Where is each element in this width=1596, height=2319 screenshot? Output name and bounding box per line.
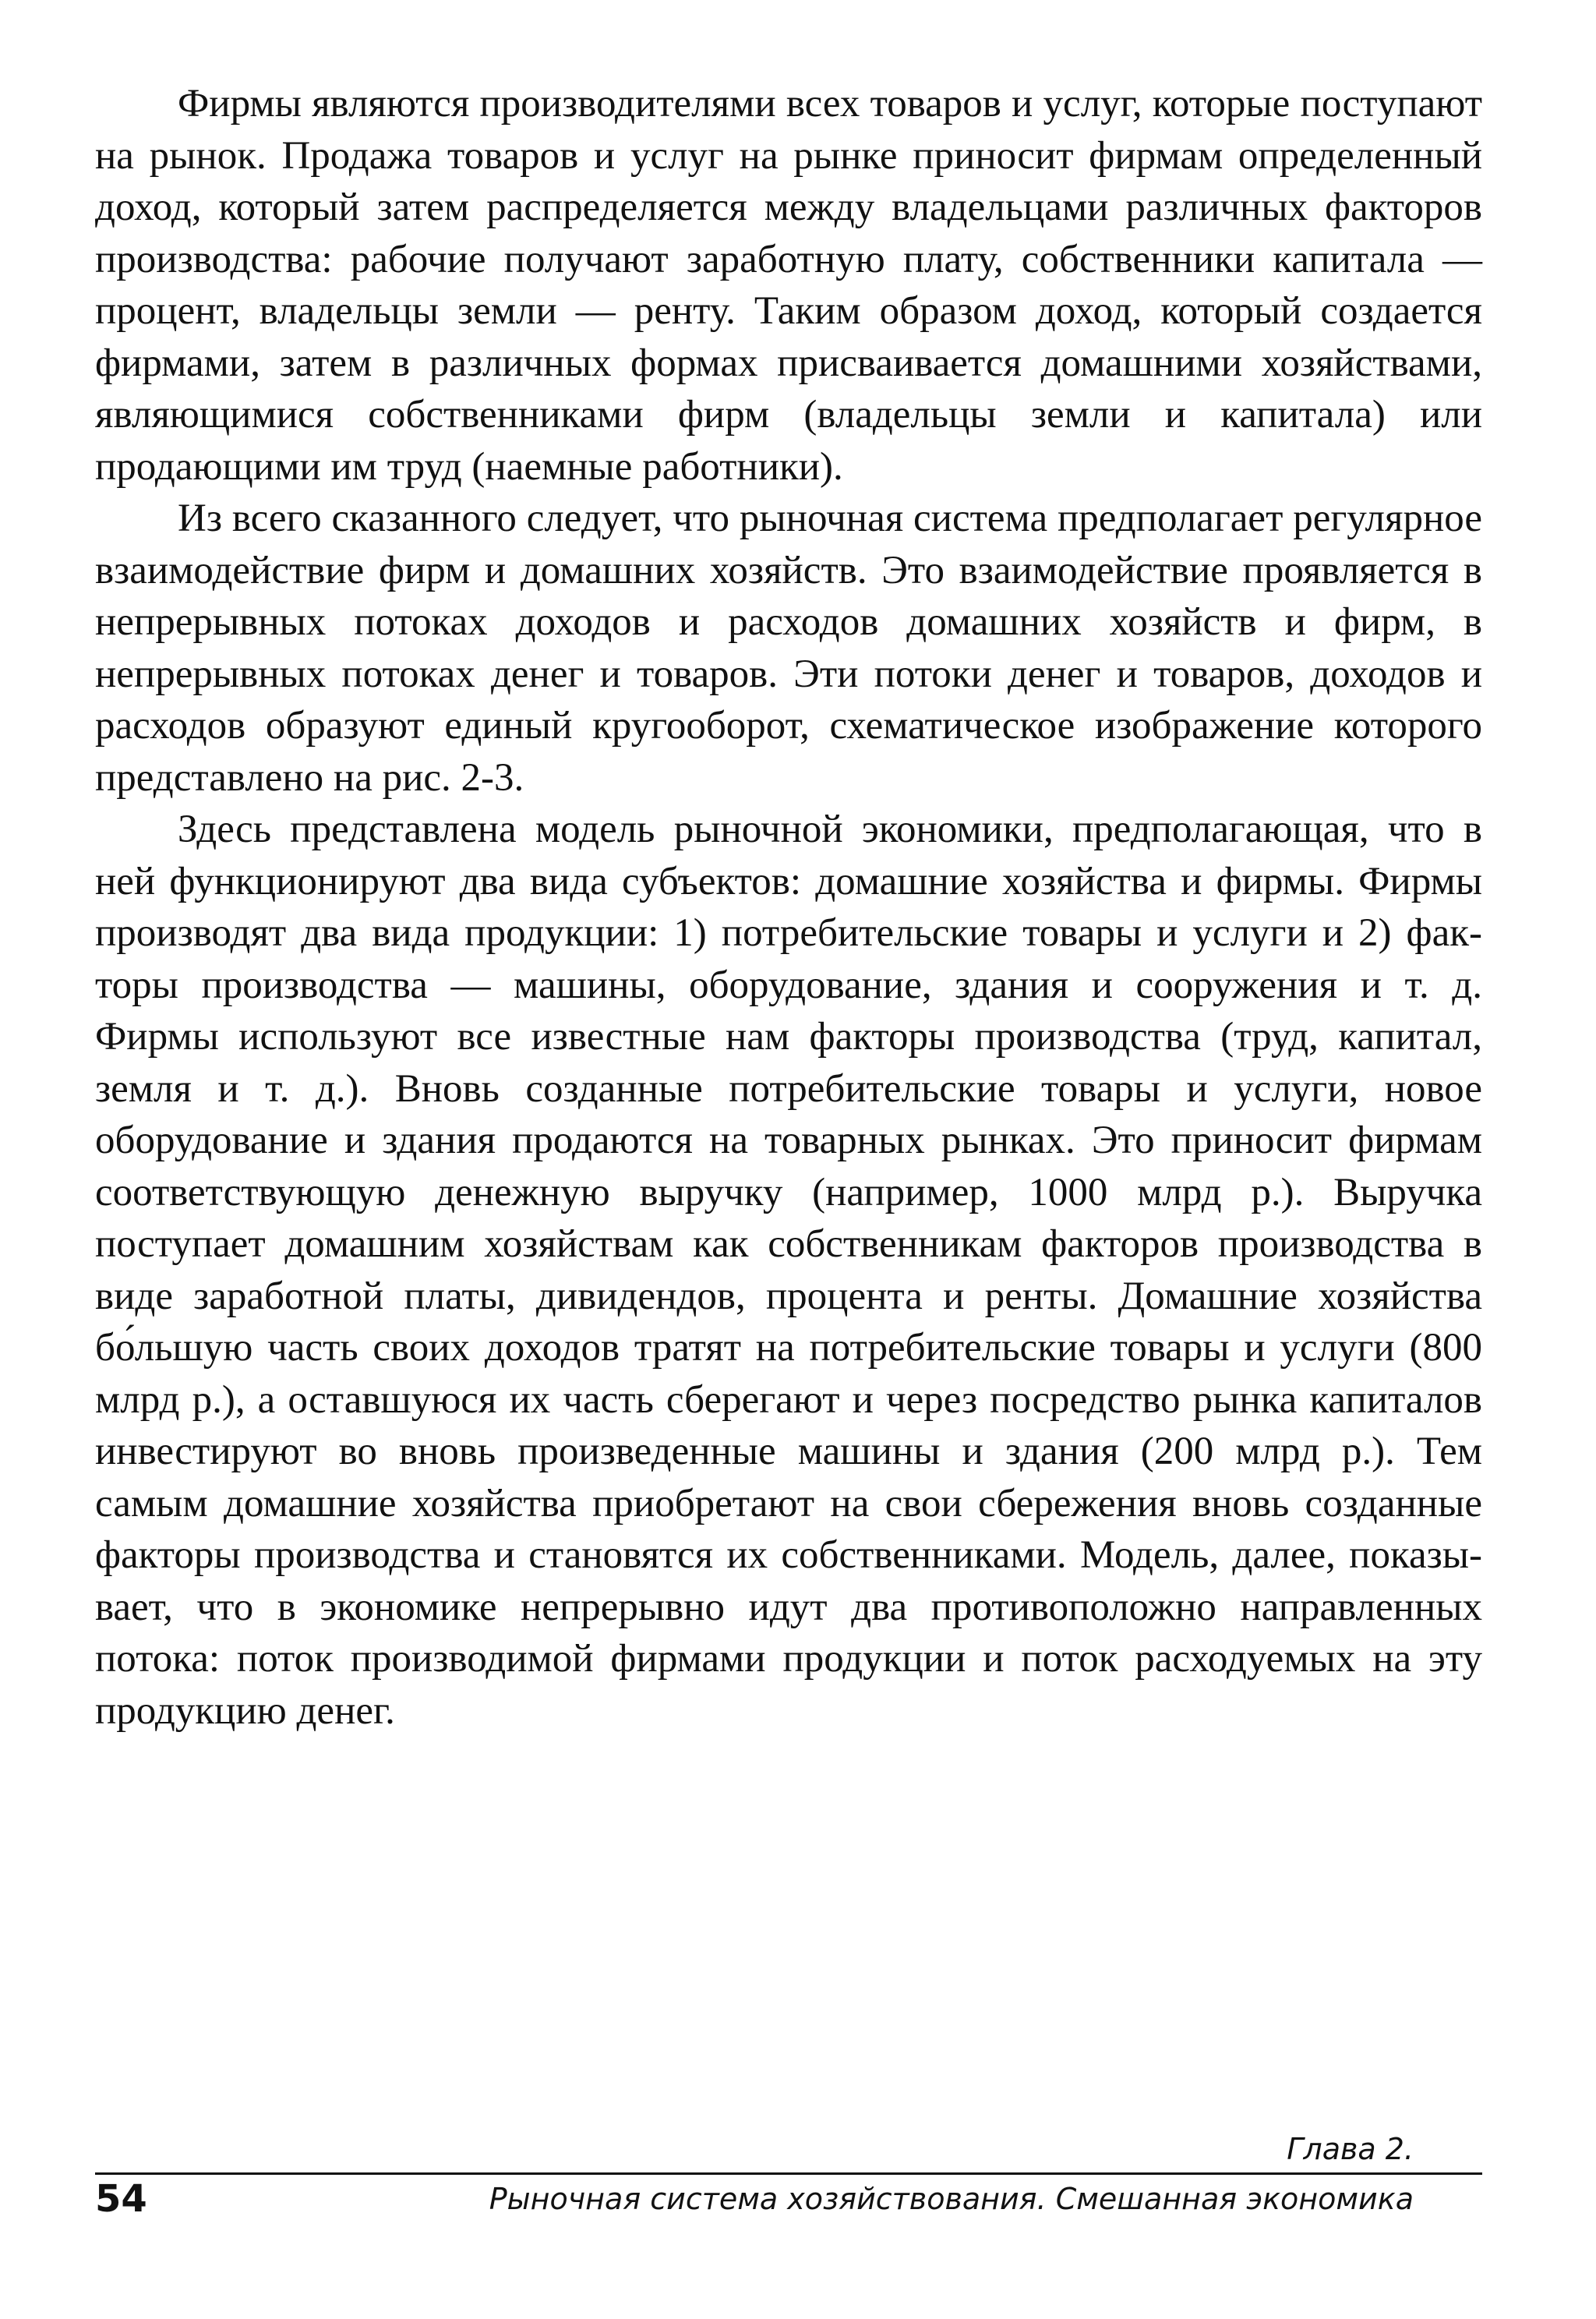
- paragraph-circular-flow-model: Здесь представлена модель рыночной экономики, предполагающая, что в ней функционируют два вида субъектов: домашние хозяйства и фирмы. Фирмы производят два вида продукции: 1) потребительские товары и услуги и 2) факторы производства — машины, оборудование, здания и сооружения и т. д. Фирмы используют все известные нам факторы производства (труд, капитал, земля и т. д.). Вновь созданные потребительские товары и услуги, новое оборудование и здания продаются на товарных рынках. Это приносит фирмам соответствующую денежную выручку (например, 1000 млрд р.). Выручка поступает домашним хозяйствам как собственникам факторов производства в виде заработной платы, дивидендов, процента и ренты. Домашние хозяйства бо́льшую часть своих доходов тратят на потребительские товары и услуги (800 млрд р.), а оставшуюся их часть сберегают и через посредство рынка капиталов инвестируют во вновь произведенные машины и здания (200 млрд р.). Тем самым домашние хозяйства приобретают на свои сбережения вновь созданные факторы производства и становятся их собственниками. Модель, далее, показывает, что в экономике непрерывно идут два противоположно направленных потока: поток производимой фирмами продукции и поток расходуемых на эту продукцию денег.: [95, 808, 1482, 1733]
- body-text: [95, 78, 1482, 1737]
- page-number: 54: [95, 2177, 147, 2221]
- running-footer-title: Рыночная система хозяйствования. Смешанная экономика: [489, 2182, 1414, 2216]
- running-footer-chapter: Глава 2.: [1287, 2132, 1414, 2166]
- paragraph-market-interaction: Из всего сказанного следует, что рыночная система предполагает регулярное взаимодействие фирм и домашних хозяйств. Это взаимодействие проявляется в непрерывных потоках доходов и расходов домашних хозяйств и фирм, в непрерывных потоках денег и товаров. Эти потоки денег и товаров, доходов и расходов образуют единый кругооборот, схематическое изображение которого представлено на рис. 2-3.: [95, 497, 1482, 800]
- paragraph-firms-income: Фирмы являются производителями всех товаров и услуг, которые поступают на рынок. Продажа товаров и услуг на рынке приносит фирмам определенный доход, который затем распределяется между владельцами различных факторов производства: рабочие получают заработную плату, собственники капитала — процент, владельцы земли — ренту. Таким образом доход, который создается фирмами, затем в различных формах присваивается домашними хозяйствами, являющимися собственниками фирм (владельцы земли и капитала) или продающими им труд (наемные работники).: [95, 82, 1482, 489]
- page-footer: [95, 2132, 1482, 2225]
- footer-divider: [95, 2172, 1482, 2175]
